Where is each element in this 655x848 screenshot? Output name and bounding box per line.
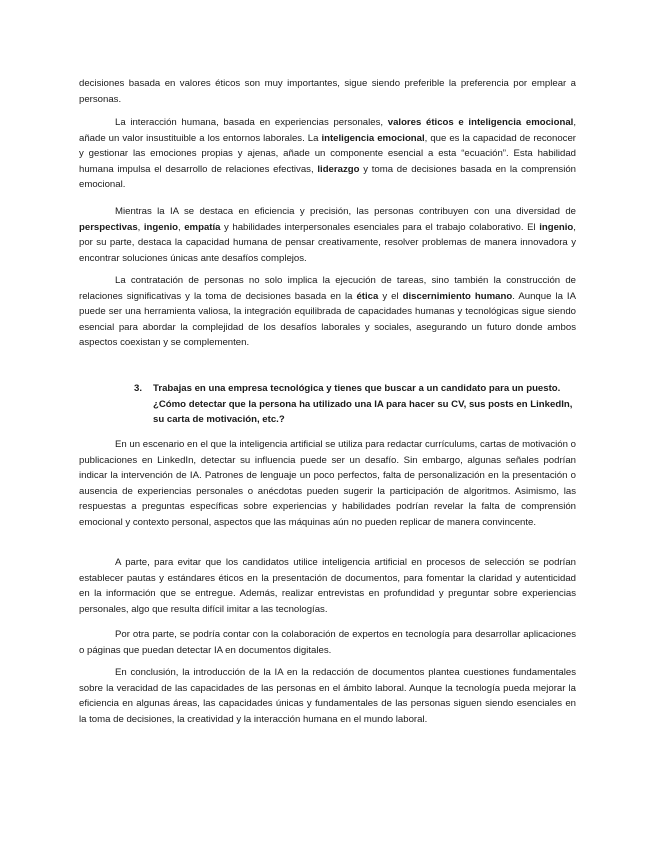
paragraph-contratacion (79, 273, 576, 351)
question-heading (134, 381, 576, 428)
bold-text-run: perspectivas (79, 221, 138, 233)
text-run: y habilidades interpersonales esenciales para el trabajo colaborativo. El (220, 221, 540, 233)
text-run: , por su parte, destaca la capacidad humana de pensar creativamente, resolver problemas de manera innovadora y encontrar soluciones únicas ante desafíos complejos. (79, 221, 576, 264)
bold-text-run: liderazgo (317, 163, 360, 175)
paragraph-por-otra-parte (79, 627, 576, 658)
bold-text-run: discernimiento humano (402, 290, 513, 302)
text-run: Mientras la IA se destaca en eficiencia y precisión, las personas contribuyen con una diversidad de (115, 206, 576, 217)
paragraph-interaccion-humana (79, 115, 576, 193)
paragraph-conclusion (79, 665, 576, 727)
bold-text-run: empatía (184, 221, 221, 233)
text-run: . Aunque la IA puede ser una herramienta valiosa, la integración equilibrada de capacidades humanas y tecnológicas sigue siendo esencial para abordar la complejidad de los desafíos laborales y sociales, asegurando un futuro donde ambos aspectos coexistan y se complementen. (79, 290, 576, 349)
bold-text-run: ética (356, 290, 379, 302)
text-run: decisiones basada en valores éticos son muy importantes, sigue siendo preferible la preferencia por emplear a personas. (79, 78, 576, 105)
paragraph-a-parte (79, 555, 576, 617)
bold-text-run: valores éticos e inteligencia emocional (387, 117, 574, 128)
text-run: A parte, para evitar que los candidatos utilice inteligencia artificial en procesos de selección se podrían establecer pautas y estándares éticos en la presentación de documentos, para fomentar la claridad y autenticidad en la información que se entregue. Además, realizar entrevistas en profundidad y preguntar sobre experiencias personales, algo que resulta difícil imitar a las tecnologías. (79, 557, 576, 615)
text-run: , (137, 221, 144, 233)
paragraph-escenario (79, 437, 576, 531)
text-run: , añade un valor insustituible a los entornos laborales. La (79, 117, 576, 144)
paragraph-ia-eficiencia (79, 204, 576, 266)
text-run: En conclusión, la introducción de la IA en la redacción de documentos plantea cuestiones fundamentales sobre la veracidad de las capacidades de las personas en el ámbito laboral. Aunque la tecnología pueda mejorar la eficiencia en algunas áreas, las capacidades únicas y fundamentales de las personas siguen siendo esenciales en la toma de decisiones, la creatividad y la interacción humana en el mundo laboral. (79, 667, 576, 725)
text-run: La interacción humana, basada en experiencias personales, (115, 117, 388, 128)
text-run: y toma de decisiones basada en la comprensión emocional. (79, 163, 576, 191)
text-run: , que es la capacidad de reconocer y gestionar las emociones propias y ajenas, añade un componente esencial a esta “ecuación”. Esta habilidad humana impulsa el desarrollo de relaciones efectivas, (79, 132, 576, 175)
question-number: 3. (134, 383, 143, 394)
bold-text-run: inteligencia emocional (321, 132, 425, 144)
bold-text-run: ingenio (539, 221, 574, 233)
text-run: En un escenario en el que la inteligencia artificial se utiliza para redactar currículums, cartas de motivación o publicaciones en LinkedIn, detectar su influencia puede ser un desafío. Sin embargo, algunas señales podrían indicar la intervención de IA. Patrones de lenguaje un poco perfectos, falta de personalización en la presentación o ausencia de experiencias personales o anécdotas pueden sugerir la participación de algoritmos. Asimismo, las respuestas a preguntas específicas sobre experiencias y habilidades podrían revelar la falta de comprensión emocional y contexto personal, aspectos que las máquinas aún no pueden replicar de manera convincente. (79, 439, 576, 528)
text-run: La contratación de personas no solo implica la ejecución de tareas, sino también la construcción de relaciones significativas y la toma de decisiones basada en la (79, 275, 576, 302)
text-run: y el (378, 290, 403, 302)
text-run: , (178, 221, 185, 233)
bold-text-run: ingenio (143, 221, 178, 233)
text-run: Por otra parte, se podría contar con la colaboración de expertos en tecnología para desarrollar aplicaciones o páginas que puedan detectar IA en documentos digitales. (79, 629, 576, 656)
paragraph-decisiones (79, 76, 576, 107)
question-text: Trabajas en una empresa tecnológica y tienes que buscar a un candidato para un puesto. ¿Cómo detectar que la persona ha utilizado una IA para hacer su CV, sus posts en LinkedIn, su carta de motivación, etc.? (153, 383, 573, 426)
